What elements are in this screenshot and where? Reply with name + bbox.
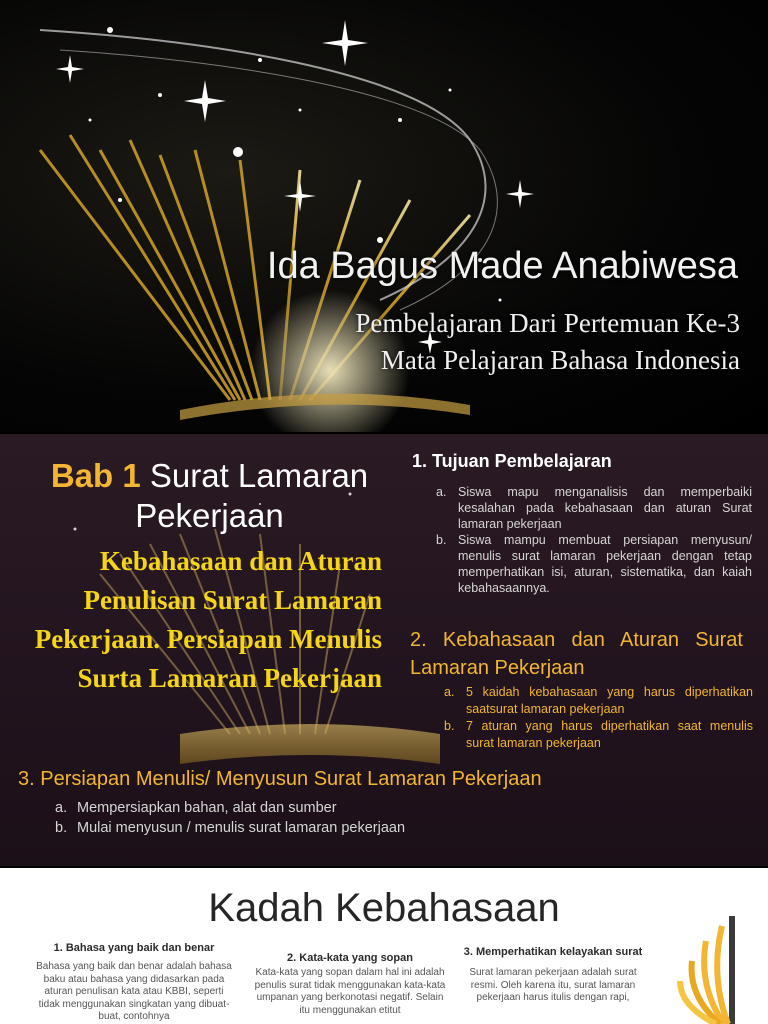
rule-body: Surat lamaran pekerjaan adalah surat resmi. Oleh karena itu, surat lamaran pekerjaan harus itulis dengan rapi,	[469, 967, 637, 1003]
section-heading-objectives: 1. Tujuan Pembelajaran	[412, 451, 612, 471]
rule-heading: 3. Memperhatikan kelayakan surat	[463, 946, 643, 958]
subject-subtitle: Mata Pelajaran Bahasa Indonesia	[380, 345, 740, 375]
chapter-title	[22, 456, 397, 536]
list-item-text: Mulai menyusun / menulis surat lamaran pekerjaan	[77, 820, 406, 836]
list-item-text: Siswa mapu menganalisis dan memperbaiki kesalahan pada kebahasaan dan aturan Surat lamaran pekerjaan	[458, 485, 752, 531]
list-item	[444, 684, 753, 718]
rule-column-2	[250, 951, 450, 1017]
list-marker: a.	[55, 800, 68, 816]
slide-title: Kadah Kebahasaan	[208, 886, 560, 930]
list-marker: a.	[444, 685, 455, 699]
book-pages-decoration	[670, 906, 768, 1024]
list-marker: a.	[436, 485, 447, 499]
list-marker: b.	[436, 533, 447, 547]
list-marker: b.	[55, 820, 68, 836]
lesson-subtitle: Pembelajaran Dari Pertemuan Ke-3	[355, 308, 740, 338]
chapter-subtitle: Kebahasaan dan Aturan Penulisan Surat Lamaran Pekerjaan. Persiapan Menulis Surta Lamaran Pekerjaan	[34, 546, 382, 693]
list-item-text: Siswa mampu membuat persiapan menyusun/ menulis surat lamaran pekerjaan dengan tetap memperhatikan isi, aturan, sistematika, dan kaiah kebahasaannya.	[458, 533, 752, 595]
rule-body: Kata-kata yang sopan dalam hal ini adalah penulis surat tidak menggunakan kata-kata umpanan yang berkonotasi negatif. Selain itu menggunakan etitut	[254, 967, 446, 1016]
list-item	[436, 484, 752, 532]
list-item-text: 7 aturan yang harus diperhatikan saat menulis surat lamaran pekerjaan	[466, 719, 753, 750]
rule-column-1	[34, 941, 234, 1024]
objectives-list	[436, 484, 752, 596]
language-rules-list	[444, 684, 753, 752]
list-item	[55, 798, 475, 818]
chapter-name: Surat Lamaran Pekerjaan	[135, 457, 369, 534]
language-rules-slide	[0, 868, 768, 1024]
section-heading-language-rules: 2. Kebahasaan dan Aturan Surat Lamaran Pekerjaan	[410, 629, 743, 679]
list-item-text: 5 kaidah kebahasaan yang harus diperhatikan saatsurat lamaran pekerjaan	[466, 685, 753, 716]
rule-heading: 1. Bahasa yang baik dan benar	[53, 942, 215, 954]
preparation-list	[55, 798, 475, 838]
list-item	[55, 818, 475, 838]
presenter-name: Ida Bagus Made Anabiwesa	[266, 245, 738, 287]
list-item	[444, 718, 753, 752]
list-marker: b.	[444, 719, 455, 733]
chapter-slide	[0, 434, 768, 866]
rule-heading: 2. Kata-kata yang sopan	[287, 952, 413, 964]
rule-column-3	[455, 945, 651, 1005]
rule-body: Bahasa yang baik dan benar adalah bahasa baku atau bahasa yang didasarkan pada aturan penulisan kata atau KBBI, seperti tidak menggunakan singkatan yang dibuat-buat, contohnya	[36, 961, 232, 1022]
list-item-text: Mempersiapkan bahan, alat dan sumber	[77, 800, 337, 816]
section-heading-preparation: 3. Persiapan Menulis/ Menyusun Surat Lamaran Pekerjaan	[18, 768, 542, 790]
chapter-number: Bab 1	[50, 457, 141, 494]
title-slide	[0, 0, 768, 432]
list-item	[436, 532, 752, 596]
